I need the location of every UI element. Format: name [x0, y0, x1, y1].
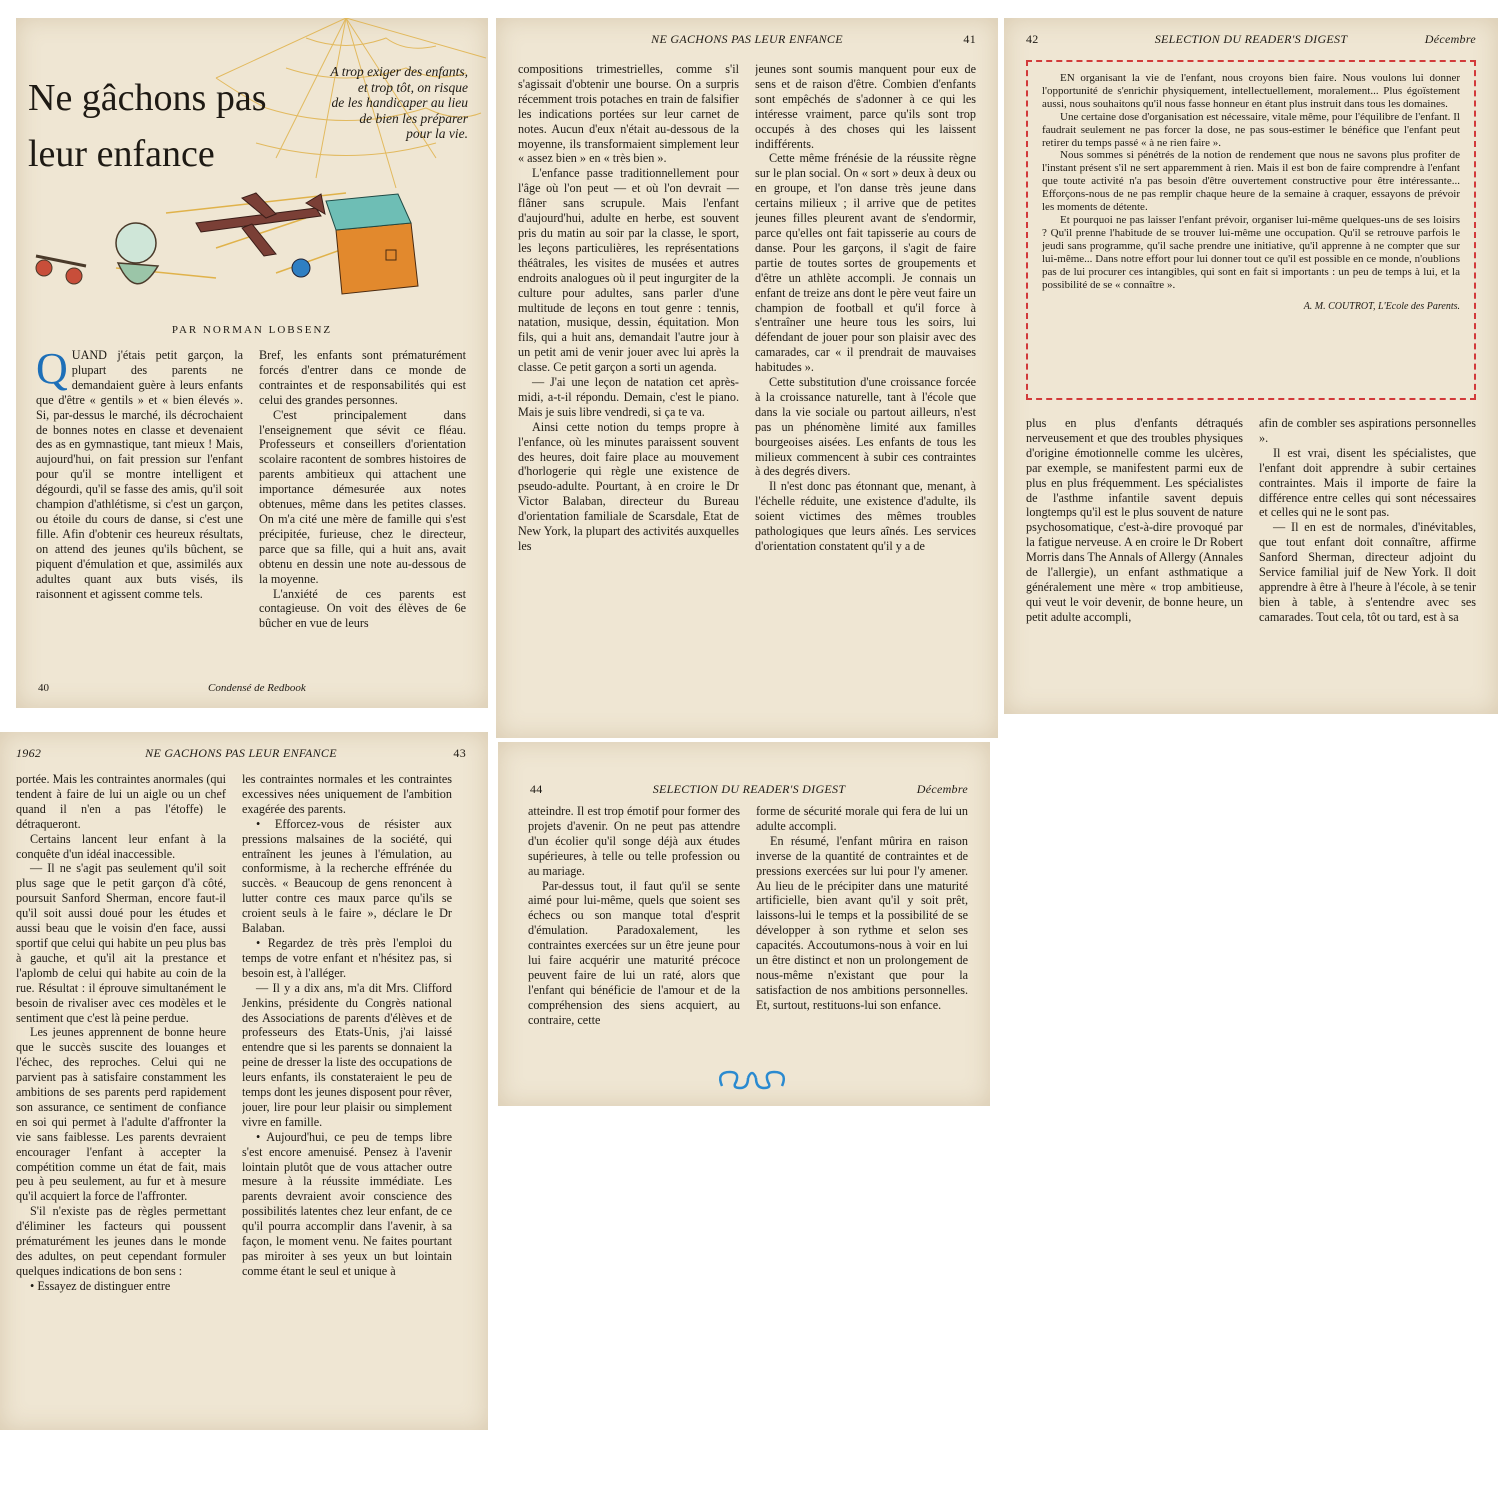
page-number: 41: [963, 32, 976, 46]
tagline: A trop exiger des enfants, et trop tôt, on risque de les handicaper au lieu de bien les préparer pour la vie.: [330, 64, 468, 141]
end-ornament-icon: [712, 1064, 792, 1094]
page-42-columns: [1026, 416, 1476, 702]
column-1: plus en plus d'enfants détraqués nerveusement et que des troubles physiques d'origine émotionnelle comme les ulcères, par exemple, se manifestent parmi eux de plus en plus fréquemment. Les spécialistes de l'asthme infantile savent depuis longtemps qu'il est le plus souvent de nature psychosomatique, c'est-à-dire provoqué par la fatigue nerveuse. A en croire le Dr Robert Morris dans The Annals of Allergy (Annales de l'allergie), un enfant asthmatique a généralement une mère « trop ambitieuse, qui veut le voir devenir, de bonne heure, un petit adulte accompli,: [1026, 416, 1243, 624]
box-credit: A. M. COUTROT, L'Ecole des Parents.: [1303, 301, 1460, 313]
page-43-header: [16, 746, 466, 762]
toy-scooter: [36, 256, 86, 284]
toy-airplane: [196, 193, 325, 256]
page-41-columns: [518, 62, 976, 722]
column-2: forme de sécurité morale qui fera de lui un adulte accompli. En résumé, l'enfant mûrira en raison inverse de la quantité de contraintes et de pressions exercées sur lui pour l'y amener. Au lieu de le précipiter dans une maturité artificielle, bien avant qu'il y soit prêt, laissons-lui le temps et la possibilité de se développer à son rythme et selon ses capacités. Accoutumons-nous à voir en lui un être distinct et non un prolongement de nous-même n'existant que pour la satisfaction de nos ambitions personnelles. Et, surtout, restituons-lui son enfance.: [756, 804, 968, 1012]
page-number: 43: [453, 746, 466, 760]
issue-month: Décembre: [1424, 32, 1476, 46]
column-1: atteindre. Il est trop émotif pour former des projets d'avenir. On ne peut pas attendre d'un écolier qu'il songe déjà aux études supérieures, à telle ou telle profession ou au mariage. Par-dessus tout, il faut qu'il se sente aimé pour lui-même, quels que soient ses échecs ou son manque total d'esprit d'émulation. Paradoxalement, les contraintes exercées sur un être jeune pour lui faire acquérir une maturité précoce peuvent faire de lui un raté, alors que l'enfant qui bénéficie de l'amour et de la compréhension des siens acquiert, au contraire, cette: [528, 804, 740, 1027]
column-2: afin de combler ses aspirations personnelles ». Il est vrai, disent les spécialistes, que l'enfant doit apprendre à subir certaines contraintes. Mais il importe de faire la différence entre celles qui sont nécessaires et celles qui ne le sont pas. — Il en est de normales, d'inévitables, que tout enfant doit connaître, affirme Sanford Sherman, directeur adjoint du Service familial juif de New York. Il doit apprendre à être à l'heure à l'école, à se tenir bien à table, à s'entendre avec ses camarades. Tout cela, tôt ou tard, est à sa: [1259, 416, 1476, 624]
column-1: compositions trimestrielles, comme s'il s'agissait d'obtenir une bourse. On a surpris récemment trois potaches en train de falsifier les indications portées sur leur carnet de notes. Aucun d'eux n'était au-dessous de la moyenne, ils transformaient simplement leur « assez bien » en « très bien ». L'enfance passe traditionnellement pour l'âge où l'on peut — et où l'on devrait — flâner sans scrupule. Mais l'enfant d'aujourd'hui, adulte en herbe, est souvent pris du matin au soir par la classe, le sport, les leçons particulières, les représentations théâtrales, les visites de musées et autres endroits analogues où il peut ingurgiter de la culture pour adultes, sans parler d'une multitude de leçons en tout genre : tennis, natation, musique, dessin, équitation. Mon fils, qui a huit ans, demandait l'autre jour à un petit ami de venir jouer avec lui après la classe. Ce petit garçon a sorti un agenda. — J'ai une leçon de natation cet après-midi, a-t-il répondu. Demain, c'est le piano. Mais je suis libre vendredi, si ça te va. Ainsi cette notion du temps propre à l'enfance, où les minutes paraissent souvent des heures, doit faire place au mouvement d'horlogerie qui règle une existence de pseudo-adulte. Pourtant, à en croire le Dr Victor Balaban, directeur du Bureau d'orientation familiale de Scarsdale, Etat de New York, la plupart des activités auxquelles les: [518, 62, 739, 553]
page-number: 42: [1026, 32, 1039, 46]
page-44-columns: [528, 804, 968, 1064]
page-number: 44: [530, 782, 543, 796]
page-40-columns: [36, 348, 466, 650]
page-40: [16, 18, 488, 708]
title-line-2: leur enfance: [28, 133, 215, 175]
source-credit: Condensé de Redbook: [208, 682, 306, 694]
page-41-header: [518, 32, 976, 48]
column-2: jeunes sont soumis manquent pour eux de sens et de raison d'être. Combien d'enfants sont empêchés de s'adonner à ce qui les intéresse vraiment, parce qu'ils sont trop occupés à des choses qui les laissent indifférents. Cette même frénésie de la réussite règne sur le plan social. On « sort » deux à deux ou en groupe, et l'on danse très jeune dans certains milieux ; il arrive que de petites jeunes filles pleurent avant de s'endormir, parce qu'elles ont fait tapisserie au cours de danse. Pour les garçons, il s'agit de faire partie de toutes sortes de groupements et d'être un athlète accompli. Je connais un enfant de treize ans dont le père veut faire un champion de football et qu'il force à s'entraîner une heure tous les soirs, lui défendant de jouer pour son plaisir avec des camarades, car « il prendrait de mauvaises habitudes ». Cette substitution d'une croissance forcée à la croissance naturelle, tant à l'école que dans la vie sociale ou partout ailleurs, n'est pas un phénomène limité aux familles bourgeoises aisées. Les enfants de tous les milieux commencent à subir ces contraintes à des degrés divers. Il n'est donc pas étonnant que, menant, à l'échelle réduite, une existence d'adulte, ils soient victimes des mêmes troubles pathologiques que leurs aînés. Les services d'orientation constatent qu'il y a de: [755, 62, 976, 553]
running-title: NE GACHONS PAS LEUR ENFANCE: [145, 746, 337, 760]
ball: [292, 259, 310, 277]
page-43-columns: [16, 772, 452, 1422]
page-44-header: [530, 782, 968, 798]
page-41: [496, 18, 998, 738]
running-title: SELECTION DU READER'S DIGEST: [652, 782, 846, 796]
toy-box: [326, 194, 418, 294]
column-1: portée. Mais les contraintes anormales (qui tendent à faire de lui un aigle ou un chef quand il n'en a pas l'étoffe) le détraqueront. Certains lancent leur enfant à la conquête d'un idéal inaccessible. — Il ne s'agit pas seulement qu'il soit plus sage que le petit garçon d'à côté, poursuit Sanford Sherman, encore faut-il qu'il soit aussi doué pour les études et aussi beau que le voisin d'en face, aussi sportif que celui qui habite un peu plus bas à gauche, et qu'il ait la prestance et l'aplomb de celui qui habite au coin de la rue. Résultat : il éprouve simultanément le besoin de rivaliser avec ces modèles et le sentiment que c'est là peine perdue. Les jeunes apprennent de bonne heure que le succès suscite des louanges et l'échec, des reproches. Celui qui ne parvient pas à satisfaire constamment les ambitions de ses parents perd rapidement son assurance, ce sentiment de confiance en soi qui permet à l'adulte d'affronter la vie sans faiblesse. Les parents devraient encourager l'enfant à accepter la compétition comme un état de fait, mais peu à peu seulement, au fur et à mesure qu'il acquiert la force de l'affronter. S'il n'existe pas de règles permettant d'éliminer les facteurs qui poussent prématurément les jeunes dans le monde des adultes, on peut cependant formuler quelques indications de bon sens : • Essayez de distinguer entre: [16, 772, 226, 1293]
page-number: 40: [38, 682, 49, 694]
column-1: Q UAND j'étais petit garçon, la plupart des parents ne demandaient guère à leurs enfants que d'être « gentils » et « bien élevés ». Si, par-dessus le marché, ils décrochaient de bonnes notes en classe et devenaient des as en gymnastique, tant mieux ! Mais, aujourd'hui, on fait pression sur l'enfant pour qu'il se montre intelligent et dégourdi, qu'il se fasse des amis, qu'il soit champion d'athlétisme, si c'est un garçon, ou étoile du cours de danse, si c'est une fille. Afin d'obtenir ces heureux résultats, on attend des jeunes qu'ils bûchent, se piquent d'émulation et que, assimilés aux adultes quant aux buts visés, ils raisonnent et agissent comme tels.: [36, 348, 243, 601]
running-title: SELECTION DU READER'S DIGEST: [1154, 32, 1348, 46]
article-title: [28, 70, 266, 182]
drop-cap: Q: [36, 348, 68, 393]
byline: PAR NORMAN LOBSENZ: [171, 324, 333, 336]
issue-month: Décembre: [916, 782, 968, 796]
page-42: [1004, 18, 1498, 714]
page-42-header: [1026, 32, 1476, 48]
page-43: [0, 732, 488, 1430]
title-line-1: Ne gâchons pas: [28, 77, 267, 119]
sidebar-box: EN organisant la vie de l'enfant, nous croyons bien faire. Nous voulons lui donner l'opportunité de s'enrichir physiquement, intellectuellement, moralement... Plus égoïstement aussi, nous souhaitons qu'il nous fasse honneur en étant plus instruit dans tous les domaines. Une certaine dose d'organisation est nécessaire, vitale même, pour l'équilibre de l'enfant. Il faudrait seulement ne pas forcer la dose, ne pas sous-estimer le bénéfice que l'enfant peut retirer du temps passé « à ne rien faire ». Nous sommes si pénétrés de la notion de rendement que nous ne savons plus profiter de l'instant présent s'il ne sert apparemment à rien. Mais il est bon de faire comprendre à l'enfant que toute activité n'a pas besoin d'être ouvertement constructive pour être intéressante... Efforçons-nous de ne pas remplir chaque heure de la semaine à craquer, essayons de prévoir les moments de détente. Et pourquoi ne pas laisser l'enfant prévoir, organiser lui-même quelques-uns de ses loisirs ? Qu'il prenne l'habitude de se trouver lui-même une occupation. Qu'il se retrouve parfois le jeudi sans programme, qu'il sache prendre une initiative, qu'il apprenne à ne compter que sur lui-même... Dans notre effort pour lui donner tout ce qu'il est possible en ce monde, n'oublions pas de lui procurer ces intangibles, qui sont en fait si importants : un peu de temps à lui, et la possibilité de se « connaître ». A. M. COUTROT, L'Ecole des Parents.: [1026, 60, 1476, 400]
page-44: [498, 742, 990, 1106]
column-2: les contraintes normales et les contraintes excessives nées uniquement de l'ambition exagérée des parents. • Efforcez-vous de résister aux pressions malsaines de la société, qui entraînent les jeunes à l'émulation, au conformisme, à la recherche effrénée du succès. « Beaucoup de gens renoncent à lutter contre ces maux parce qu'ils se croient seuls à le faire », déclare le Dr Balaban. • Regardez de très près l'emploi du temps de votre enfant et n'hésitez pas, si besoin est, à l'alléger. — Il y a dix ans, m'a dit Mrs. Clifford Jenkins, présidente du Congrès national des Associations de parents d'élèves et de professeurs des Etats-Unis, j'ai laissé entendre que si les parents se donnaient la peine de dresser la liste des occupations de leurs enfants, ils constateraient le peu de temps dont les jeunes disposent pour rêver, jouer, lire pour leur plaisir ou simplement vivre en famille. • Aujourd'hui, ce peu de temps libre s'est encore amenuisé. Pensez à l'avenir lointain plutôt que de vous attacher outre mesure à la réussite immédiate. Les parents devraient avoir conscience des possibilités latentes chez leur enfant, de ce qu'il pourra accomplir dans l'avenir, à sa façon, le moment venu. Ne faites pourtant pas miroiter à ses yeux un but lointain comme étant le seul et unique à: [242, 772, 452, 1278]
child-figure: [116, 223, 158, 284]
year: 1962: [16, 746, 42, 760]
running-title: NE GACHONS PAS LEUR ENFANCE: [651, 32, 843, 46]
column-2: Bref, les enfants sont prématurément forcés d'entrer dans ce monde de contraintes et de responsabilités qui est celui des grandes personnes. C'est principalement dans l'enseignement que sévit ce fléau. Professeurs et conseillers d'orientation scolaire racontent de sombres histoires de parents ambitieux qui attachent une importance démesurée aux notes obtenues, même dans les petites classes. On m'a cité une mère de famille qui s'est précipitée, furieuse, chez le directeur, parce que sa fille, qui a huit ans, avait obtenu en dessin une note au-dessous de la moyenne. L'anxiété de ces parents est contagieuse. On voit des élèves de 6e bûcher en vue de leurs: [259, 348, 466, 631]
